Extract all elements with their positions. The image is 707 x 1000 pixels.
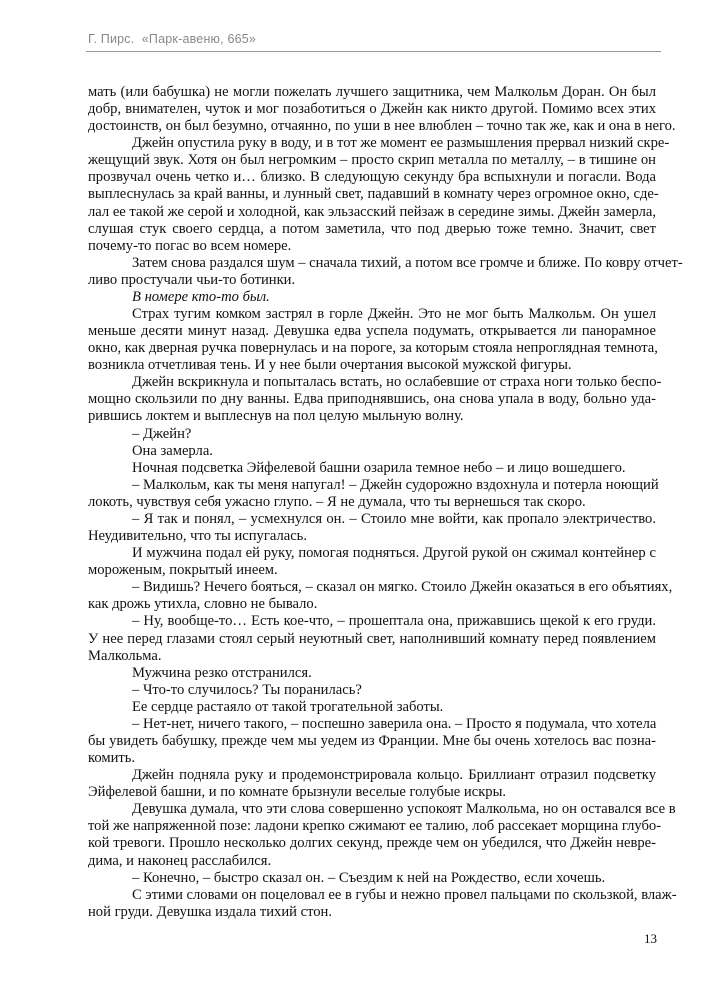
text-line: В номере кто-то был. xyxy=(132,288,270,305)
paragraph xyxy=(88,801,676,869)
text-line: Она замерла. xyxy=(132,442,213,459)
text-line: дима, и наконец расслабился. xyxy=(88,852,272,869)
text-line: кой тревоги. Прошло несколько долгих секунд, прежде чем он убедился, что Джейн невре- xyxy=(88,835,656,852)
text-line: мощно скользили по дну ванны. Едва приподнявшись, она снова упала в воду, больно уда- xyxy=(88,391,656,408)
text-line: Мужчина резко отстранился. xyxy=(132,664,312,681)
text-line: как дрожь утихла, словно не бывало. xyxy=(88,596,318,613)
text-line: ливо простучали чьи-то ботинки. xyxy=(88,271,296,288)
text-line: – Что-то случилось? Ты поранилась? xyxy=(132,681,362,698)
text-line: жещущий звук. Хотя он был негромким – просто скрип металла по металлу, – в тишине он xyxy=(88,152,656,169)
text-line: ной груди. Девушка издала тихий стон. xyxy=(88,903,333,920)
text-line: Затем снова раздался шум – сначала тихий, а потом все громче и ближе. По ковру отчет- xyxy=(132,254,683,271)
text-line: меньше десяти минут назад. Девушка едва успела подумать, открывается ли панорамное xyxy=(88,323,656,340)
text-line: той же напряженной позе: ладони крепко сжимают ее талию, лоб рассекает морщина глубо- xyxy=(88,818,662,835)
text-line: Эйфелевой башни, и по комнате брызнули веселые голубые искры. xyxy=(88,784,507,801)
text-line: – Малкольм, как ты меня напугал! – Джейн судорожно вздохнула и потерла ноющий xyxy=(132,476,659,493)
text-line: рившись локтем и выплеснув на пол целую мыльную волну. xyxy=(88,408,464,425)
paragraph xyxy=(88,443,656,460)
paragraph xyxy=(88,511,656,545)
text-line: Джейн опустила руку в воду, и в тот же момент ее размышления прервал низкий скре- xyxy=(132,135,670,152)
text-line: Джейн вскрикнула и попыталась встать, но ослабевшие от страха ноги только беспо- xyxy=(132,374,662,391)
paragraph xyxy=(88,886,677,921)
text-line: комить. xyxy=(88,750,136,767)
text-line: мать (или бабушка) не могли пожелать лучшего защитника, чем Малкольм Доран. Он был xyxy=(88,84,656,100)
paragraph xyxy=(88,579,673,613)
text-line: Джейн подняла руку и продемонстрировала кольцо. Бриллиант отразил подсветку xyxy=(132,767,656,784)
text-line: Малкольма. xyxy=(88,647,162,664)
paragraph xyxy=(88,699,656,716)
paragraph xyxy=(88,613,656,664)
text-line: – Ну, вообще-то… Есть кое-что, – прошептала она, прижавшись щекой к его груди. xyxy=(132,613,656,630)
page-number: 13 xyxy=(644,931,657,946)
paragraph xyxy=(88,84,676,135)
paragraph xyxy=(88,545,656,579)
paragraph xyxy=(88,476,659,511)
paragraph xyxy=(88,716,656,767)
paragraph xyxy=(88,289,656,306)
paragraph xyxy=(88,374,662,425)
text-line: почему-то погас во всем номере. xyxy=(88,237,292,254)
text-line: локоть, чувствуя себя ужасно глупо. – Я не думала, что ты вернешься так скоро. xyxy=(88,493,586,510)
paragraph xyxy=(88,135,670,255)
paragraph xyxy=(88,426,656,443)
text-line: У нее перед глазами стоял серый неуютный свет, наполнивший комнату перед появлением xyxy=(88,630,656,647)
text-line: – Нет-нет, ничего такого, – поспешно заверила она. – Просто я подумала, что хотела xyxy=(132,715,657,732)
text-line: окно, как дверная ручка повернулась и на пороге, за которым стояла непроглядная темнота, xyxy=(88,340,658,357)
text-line: достоинств, он был безумно, отчаянно, по уши в нее влюблен – точно так же, как и она в него. xyxy=(88,118,676,135)
text-line: Ее сердце растаяло от такой трогательной заботы. xyxy=(132,698,444,715)
text-line: Ночная подсветка Эйфелевой башни озарила темное небо – и лицо вошедшего. xyxy=(132,459,626,476)
text-line: добр, внимателен, чуток и мог позаботиться о Джейн как никто другой. Помимо всех этих xyxy=(88,101,656,118)
text-line: лал ее такой же серой и холодной, как эльзасский пейзаж в середине зимы. Джейн замерла, xyxy=(88,203,656,220)
text-line: И мужчина подал ей руку, помогая подняться. Другой рукой он сжимал контейнер с xyxy=(132,545,656,562)
text-line: – Джейн? xyxy=(132,425,192,442)
text-line: выплеснулась за край ванны, и лунный свет, падавший в комнату через огромное окно, сде- xyxy=(88,186,659,203)
paragraph xyxy=(88,306,656,374)
running-head: Г. Пирс. «Парк-авеню, 665» xyxy=(88,32,257,46)
text-line: прозвучал очень четко и… близко. В следующую секунду бра вспыхнули и погасли. Вода xyxy=(88,169,656,186)
paragraph xyxy=(88,767,656,801)
paragraph xyxy=(88,460,656,477)
text-line: Неудивительно, что ты испугалась. xyxy=(88,528,307,545)
text-line: Страх тугим комком застрял в горле Джейн. Это не мог быть Малкольм. Он ушел xyxy=(132,306,656,323)
text-line: бы увидеть бабушку, прежде чем мы уедем из Франции. Мне бы очень хотелось вас позна- xyxy=(88,732,656,749)
text-line: мороженым, покрытый инеем. xyxy=(88,562,278,579)
text-line: – Конечно, – быстро сказал он. – Съездим к ней на Рождество, если хочешь. xyxy=(132,869,606,886)
text-line: С этими словами он поцеловал ее в губы и нежно провел пальцами по скользкой, влаж- xyxy=(132,886,677,903)
text-line: возникла отчетливая тень. И у нее были очертания высокой мужской фигуры. xyxy=(88,357,572,374)
text-line: слушая стук своего сердца, а потом заметила, что под дверью тоже темно. Значит, свет xyxy=(88,220,656,237)
paragraph xyxy=(88,665,656,682)
text-line: – Видишь? Нечего бояться, – сказал он мягко. Стоило Джейн оказаться в его объятиях, xyxy=(132,579,673,596)
paragraph xyxy=(88,682,656,699)
body-text xyxy=(88,84,683,921)
header-divider xyxy=(86,51,661,52)
text-line: Девушка думала, что эти слова совершенно успокоят Малкольма, но он оставался все в xyxy=(132,801,676,818)
paragraph xyxy=(88,254,683,289)
text-line: – Я так и понял, – усмехнулся он. – Стоило мне войти, как пропало электричество. xyxy=(132,510,656,527)
paragraph xyxy=(88,870,656,887)
